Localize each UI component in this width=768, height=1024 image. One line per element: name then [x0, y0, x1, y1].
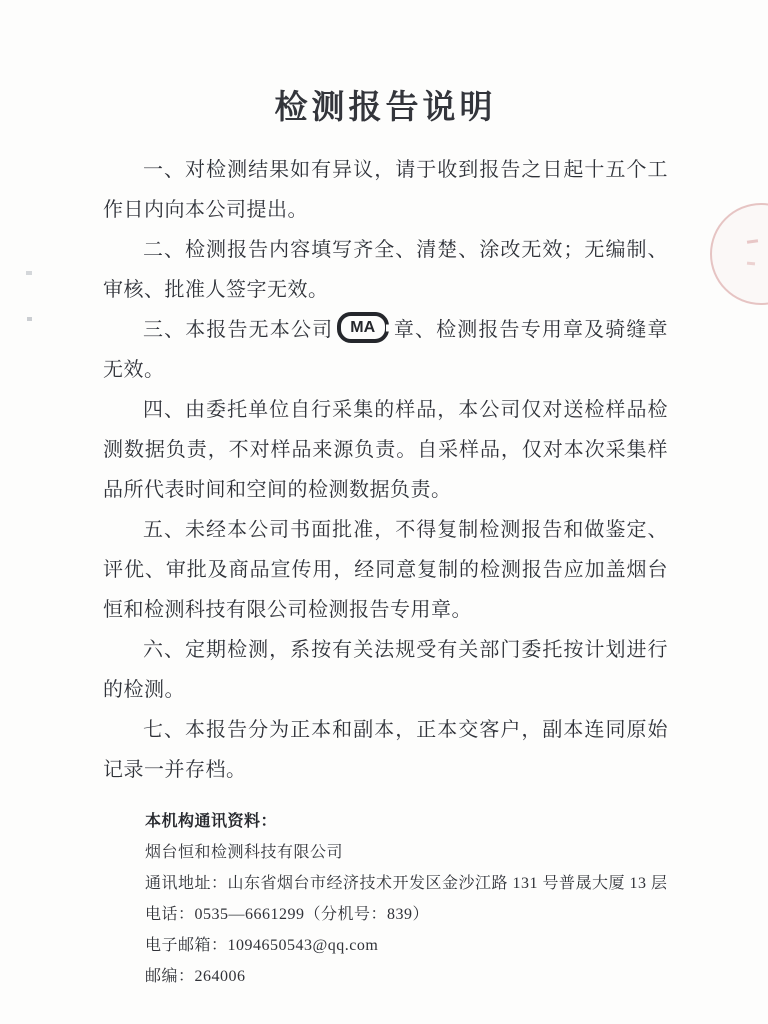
contact-phone: 电话：0535—6661299（分机号：839）	[145, 906, 430, 923]
document-body	[103, 0, 668, 992]
paragraph-6: 六、定期检测，系按有关法规受有关部门委托按计划进行的检测。	[103, 639, 668, 701]
scan-artifact-speck	[26, 271, 32, 275]
contact-postcode: 邮编：264006	[145, 968, 246, 985]
contact-email: 电子邮箱：1094650543@qq.com	[145, 937, 379, 954]
paragraph-7: 七、本报告分为正本和副本，正本交客户，副本连同原始记录一并存档。	[103, 719, 668, 781]
paragraph-3-text-before: 三、本报告无本公司	[143, 319, 334, 341]
scan-artifact-speck	[27, 317, 32, 321]
contact-address: 通讯地址：山东省烟台市经济技术开发区金沙江路 131 号普晟大厦 13 层	[145, 875, 668, 892]
paragraph-3-text-after: 章、检测报告专用章及骑缝章无效。	[103, 319, 669, 381]
contact-company-name: 烟台恒和检测科技有限公司	[145, 844, 344, 861]
cma-certification-mark-icon	[337, 312, 389, 343]
cma-mark-letters: MA	[350, 318, 376, 336]
paragraph-4: 四、由委托单位自行采集的样品，本公司仅对送检样品检测数据负责，不对样品来源负责。自采样品，仅对本次采集样品所代表时间和空间的检测数据负责。	[103, 399, 668, 501]
contact-info-block	[145, 806, 668, 992]
paragraph-1: 一、对检测结果如有异议，请于收到报告之日起十五个工作日内向本公司提出。	[103, 159, 668, 221]
contact-heading: 本机构通讯资料：	[145, 813, 278, 830]
paragraph-3	[103, 310, 668, 390]
red-stamp-partial-icon	[710, 203, 768, 305]
paragraph-5: 五、未经本公司书面批准，不得复制检测报告和做鉴定、评优、审批及商品宣传用，经同意复制的检测报告应加盖烟台恒和检测科技有限公司检测报告专用章。	[103, 519, 668, 621]
cma-mark-notch	[386, 324, 391, 331]
paragraph-2: 二、检测报告内容填写齐全、清楚、涂改无效；无编制、审核、批准人签字无效。	[103, 239, 668, 301]
page-title: 检测报告说明	[274, 90, 497, 126]
